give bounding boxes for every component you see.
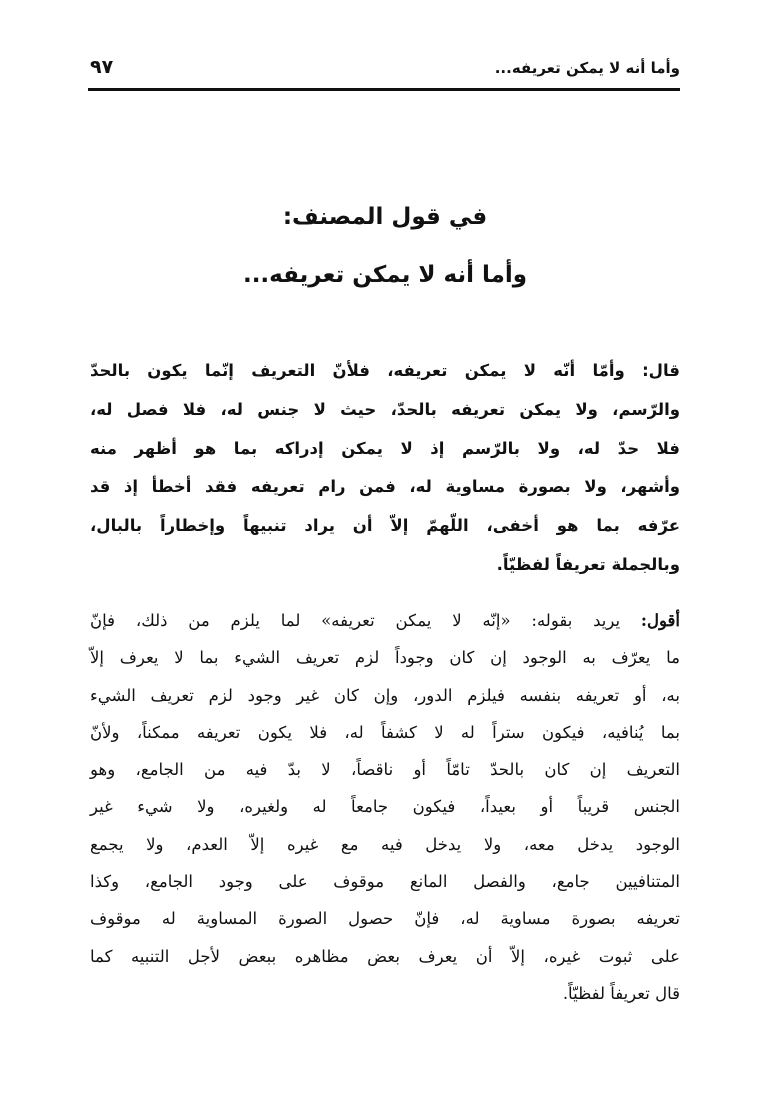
quote-line: قال: وأمّا أنّه لا يمكن تعريفه، فلأنّ التعريف إنّما يكون بالحدّ [90,361,680,380]
quote-line: وبالجملة تعريفاً لفظيّاً. [496,554,680,574]
commentary-first-line-text: يريد بقوله: «إنّه لا يمكن تعريفه» لما يلزم من ذلك، فإنّ [90,611,621,630]
running-header-title: وأما أنه لا يمكن تعريفه... [494,59,680,77]
header-rule [88,88,680,91]
commentary-line: الوجود يدخل معه، ولا يدخل فيه مع غيره إلاّ العدم، ولا يجمع [90,834,680,854]
commentary-line: ما يعرّف به الوجود إن كان وجوداً لزم تعريف الشيء بما لا يعرف إلاّ [90,648,680,668]
section-heading-line-1: في قول المصنف: [282,204,488,230]
commentary-line: التعريف إن كان بالحدّ تامّاً أو ناقصاً، لا بدّ فيه من الجامع، وهو [90,760,680,780]
commentary-line: قال تعريفاً لفظيّاً. [562,983,680,1003]
commentary-line: المتنافيين جامع، والفصل المانع موقوف على وجود الجامع، وكذا [90,872,680,892]
commentary-line [90,602,680,639]
commentary-line: تعريفه بصورة مساوية له، فإنّ حصول الصورة المساوية له موقوف [90,909,680,929]
commentary-lead-word: أقول: [640,611,680,630]
section-heading [90,188,680,304]
commentary-line: به، أو تعريفه بنفسه فيلزم الدور، وإن كان غير وجود لزم تعريف الشيء [90,685,680,705]
quote-line: عرّفه بما هو أخفى، اللّهمّ إلاّ أن يراد تنبيهاً وإخطاراً بالبال، [90,516,680,536]
running-header [90,48,680,78]
quote-line: والرّسم، ولا يمكن تعريفه بالحدّ، حيث لا جنس له، فلا فصل له، [90,399,680,419]
commentary-line: على ثبوت غيره، إلاّ أن يعرف بعض مظاهره ببعض لأجل التنبيه كما [90,946,680,966]
quoted-text-block [90,352,680,585]
commentary-text-block [90,602,680,1012]
quote-line: فلا حدّ له، ولا بالرّسم إذ لا يمكن إدراكه بما هو أظهر منه [90,438,680,458]
commentary-line: بما يُنافيه، فيكون ستراً له لا كشفاً له، فلا يكون تعريفه ممكناً، ولأنّ [90,722,680,742]
commentary-line: الجنس قريباً أو بعيداً، فيكون جامعاً له ولغيره، ولا شيء غير [90,797,680,817]
quote-line: وأشهر، ولا بصورة مساوية له، فمن رام تعريفه فقد أخطأ إذ قد [90,477,680,497]
section-heading-line-2: وأما أنه لا يمكن تعريفه... [242,262,528,288]
page-number: ٩٧ [90,56,114,78]
